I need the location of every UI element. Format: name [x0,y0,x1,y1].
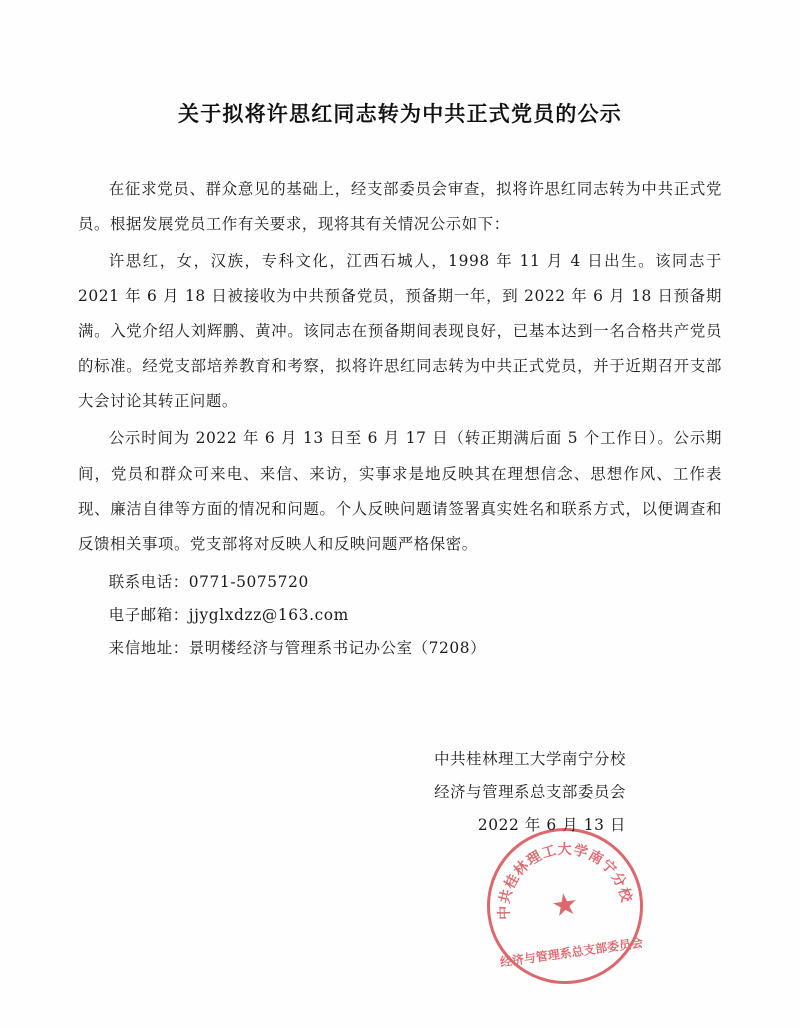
contact-email: 电子邮箱：jjyglxdzz@163.com [108,605,349,624]
seal-star-icon: ★ [549,886,581,925]
seal-inner [480,821,649,990]
signature-org-line-2: 经济与管理系总支部委员会 [434,783,626,802]
page-title: 关于拟将许思红同志转为中共正式党员的公示 [178,101,622,126]
contact-phone: 联系电话：0771-5075720 [108,572,309,591]
paragraph-biography: 许思红，女，汉族，专科文化，江西石城人，1998 年 11 月 4 日出生。该同志于 2021 年 6 月 18 日被接收为中共预备党员，预备期一年，到 2022 年 6 月 18 日预备期满。入党介绍人刘辉鹏、黄冲。该同志在预备期间表现良好，已基本达到一名合格共产党员的标准。经党支部培养教育和考察，拟将许思红同志转为中共正式党员，并于近期召开支部大会讨论其转正问题。 [78,251,722,411]
signature-block [78,743,626,842]
seal-top-text: 中共桂林理工大学南宁分校 [496,841,635,920]
contact-block [78,566,722,665]
paragraph-intro: 在征求党员、群众意见的基础上，经支部委员会审查，拟将许思红同志转为中共正式党员。根据发展党员工作有关要求，现将其有关情况公示如下： [78,179,722,233]
official-seal [477,818,653,994]
signature-org-line-1: 中共桂林理工大学南宁分校 [434,750,626,769]
contact-address: 来信地址：景明楼经济与管理系书记办公室（7208） [108,639,487,658]
signature-date: 2022 年 6 月 13 日 [477,816,626,835]
paragraph-notice-period: 公示时间为 2022 年 6 月 13 日至 6 月 17 日（转正期满后面 5 个工作日）。公示期间，党员和群众可来电、来信、来访，实事求是地反映其在理想信念、思想作风、工作表现、廉洁自律等方面的情况和问题。个人反映问题请签署真实姓名和联系方式，以便调查和反馈相关事项。党支部将对反映人和反映问题严格保密。 [78,429,722,553]
document-body [78,172,722,843]
seal-bottom-text: 经济与管理系总支部委员会 [499,935,644,970]
